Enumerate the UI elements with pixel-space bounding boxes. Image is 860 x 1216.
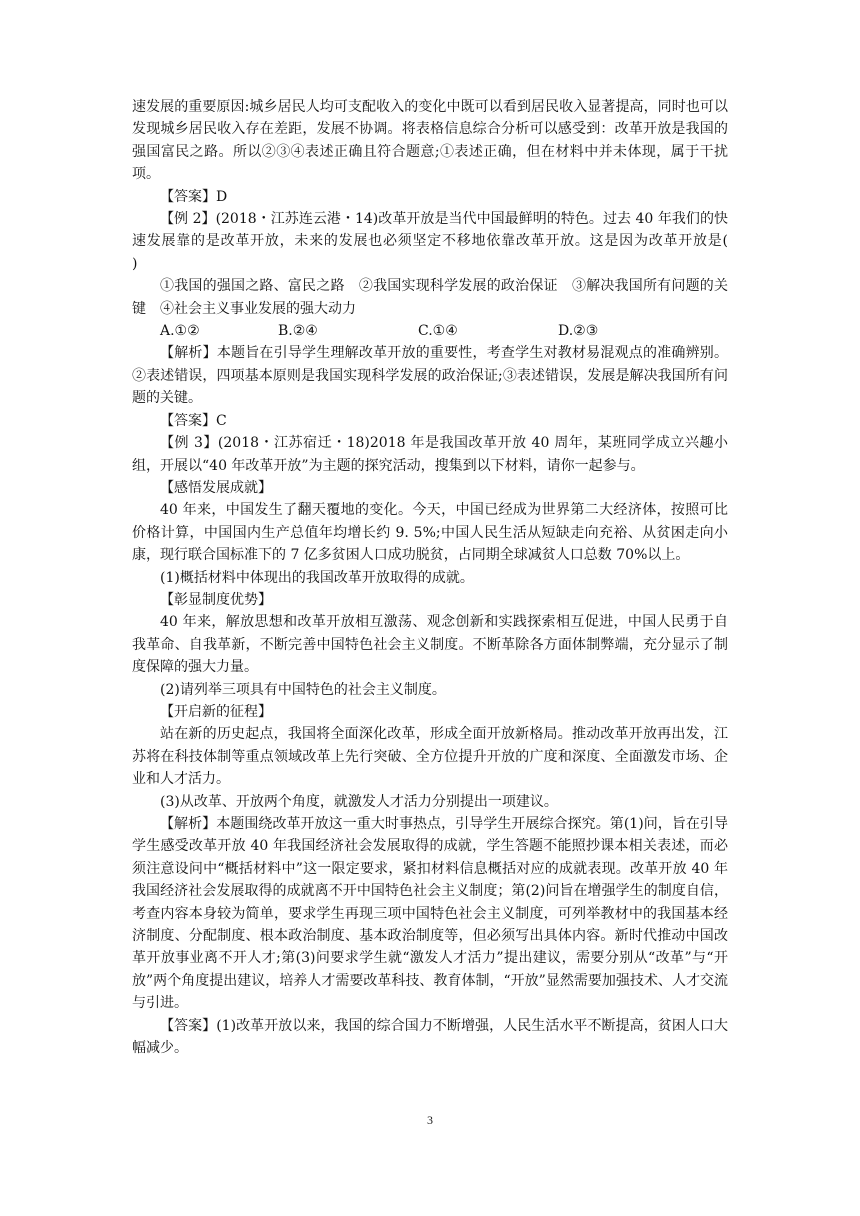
material-2: 40 年来，解放思想和改革开放相互激荡、观念创新和实践探索相互促进，中国人民勇于自我革命、自我革新，不断完善中国特色社会主义制度。不断革除各方面体制弊端，充分显示了制度保障的强大力量。 <box>132 614 728 676</box>
option-d: D.②③ <box>558 323 599 340</box>
sub-question-2: (2)请列举三项具有中国特色的社会主义制度。 <box>160 681 446 698</box>
sub-question-3: (3)从改革、开放两个角度，就激发人才活力分别提出一项建议。 <box>160 793 558 810</box>
option-b: B.②④ <box>278 323 318 340</box>
option-c: C.①④ <box>418 323 458 340</box>
section-heading-2: 【彰显制度优势】 <box>160 591 272 608</box>
example-2-question: 【例 2】(2018・江苏连云港・14)改革开放是当代中国最鲜明的特色。过去 40 年我们的快速发展靠的是改革开放，未来的发展也必须坚定不移地依靠改革开放。这是因为改革开放是( ) <box>132 211 756 272</box>
example-2-options <box>132 320 728 342</box>
page-number: 3 <box>427 1113 433 1127</box>
section-heading-3: 【开启新的征程】 <box>160 703 272 720</box>
example-3-question: 【例 3】(2018・江苏宿迁・18)2018 年是我国改革开放 40 周年，某班同学成立兴趣小组，开展以“40 年改革开放”为主题的探究活动，搜集到以下材料，请你一起参与。 <box>132 435 728 474</box>
answer-1: 【答案】D <box>160 188 228 205</box>
material-1: 40 年来，中国发生了翻天覆地的变化。今天，中国已经成为世界第二大经济体，按照可比价格计算，中国国内生产总值年均增长约 9. 5%;中国人民生活从短缺走向充裕、从贫困走向小康，现行联合国标准下的 7 亿多贫困人口成功脱贫，占同期全球减贫人口总数 70%以上。 <box>132 502 728 564</box>
paragraph-continued: 速发展的重要原因:城乡居民人均可支配收入的变化中既可以看到居民收入显著提高，同时也可以发现城乡居民收入存在差距，发展不协调。将表格信息综合分析可以感受到：改革开放是我国的强国富民之路。所以②③④表述正确且符合题意;①表述正确，但在材料中并未体现，属于干扰项。 <box>132 99 728 183</box>
section-heading-1: 【感悟发展成就】 <box>160 479 272 496</box>
answer-2: 【答案】C <box>160 412 227 429</box>
answer-3: 【答案】(1)改革开放以来，我国的综合国力不断增强，人民生活水平不断提高，贫困人口大幅减少。 <box>132 1017 728 1057</box>
document-body <box>132 96 756 1059</box>
analysis-2: 【解析】本题旨在引导学生理解改革开放的重要性，考查学生对教材易混观点的准确辨别。②表述错误，四项基本原则是我国实现科学发展的政治保证;③表述错误，发展是解决我国所有问题的关键。 <box>132 345 728 407</box>
option-a: A.①② <box>160 323 200 340</box>
example-2-statements: ①我国的强国之路、富民之路 ②我国实现科学发展的政治保证 ③解决我国所有问题的关键 ④社会主义事业发展的强大动力 <box>132 278 728 317</box>
analysis-3: 【解析】本题围绕改革开放这一重大时事热点，引导学生开展综合探究。第(1)问，旨在引导学生感受改革开放 40 年我国经济社会发展取得的成就，学生答题不能照抄课本相关表述，而必须注意设问中“概括材料中”这一限定要求，紧扣材料信息概括对应的成就表现。改革开放 40 年我国经济社会发展取得的成就离不开中国特色社会主义制度；第(2)问旨在增强学生的制度自信，考查内容本身较为简单，要求学生再现三项中国特色社会主义制度，可列举教材中的我国基本经济制度、分配制度、根本政治制度、基本政治制度等，但必须写出具体内容。新时代推动中国改革开放事业离不开人才;第(3)问要求学生就“激发人才活力”提出建议，需要分别从“改革”与“开放”两个角度提出建议，培养人才需要改革科技、教育体制，“开放”显然需要加强技术、人才交流与引进。 <box>132 816 728 1012</box>
material-3: 站在新的历史起点，我国将全面深化改革，形成全面开放新格局。推动改革开放再出发，江苏将在科技体制等重点领域改革上先行突破、全方位提升开放的广度和深度、全面激发市场、企业和人才活力。 <box>132 726 728 788</box>
sub-question-1: (1)概括材料中体现出的我国改革开放取得的成就。 <box>160 569 474 586</box>
